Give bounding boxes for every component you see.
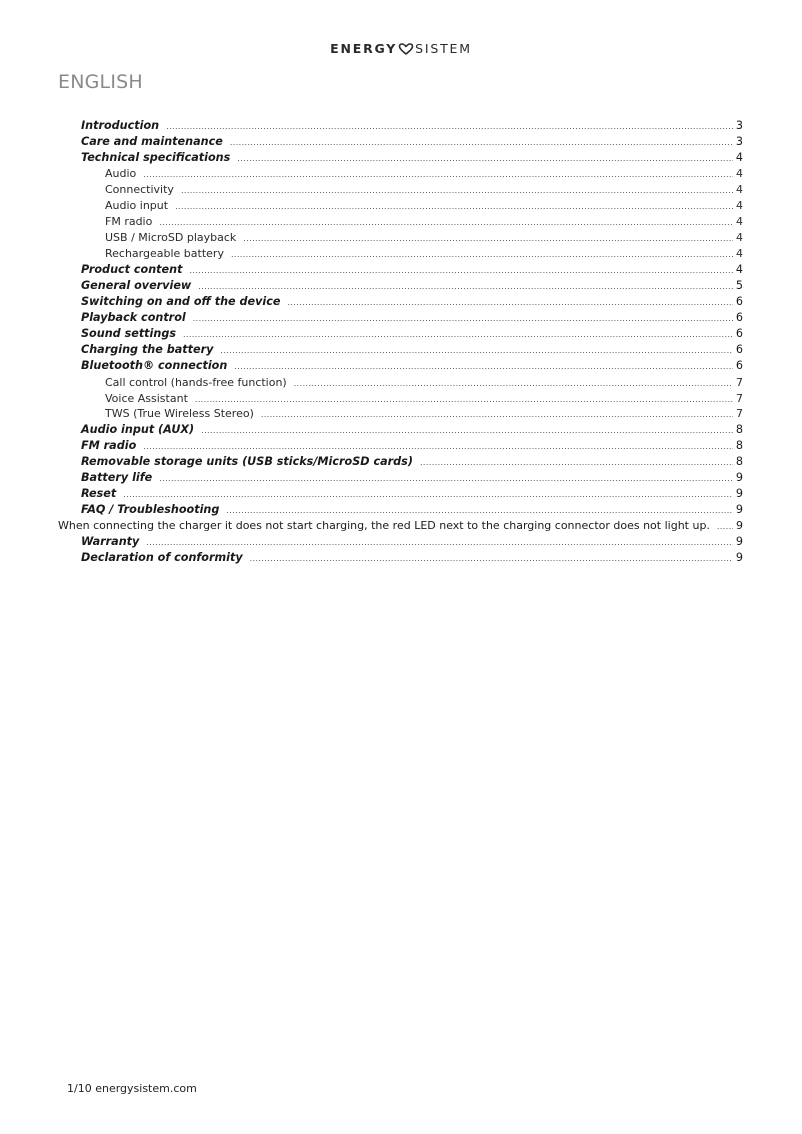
toc-dot-leader	[220, 344, 732, 358]
toc-entry-title: TWS (True Wireless Stereo)	[105, 407, 254, 420]
toc-entry[interactable]	[58, 519, 743, 534]
toc-entry[interactable]	[105, 376, 743, 391]
toc-entry[interactable]	[105, 407, 743, 422]
toc-dot-leader	[294, 377, 733, 391]
toc-dot-leader	[175, 200, 733, 214]
toc-entry[interactable]	[105, 199, 743, 214]
language-title: ENGLISH	[58, 71, 143, 93]
toc-entry-page: 8	[735, 455, 743, 468]
toc-entry[interactable]	[81, 535, 743, 550]
toc-entry[interactable]	[105, 183, 743, 198]
toc-entry[interactable]	[81, 503, 743, 518]
toc-dot-leader	[198, 280, 733, 294]
toc-dot-leader	[231, 248, 733, 262]
toc-entry[interactable]	[81, 455, 743, 470]
toc-dot-leader	[159, 216, 733, 230]
toc-entry-title: Product content	[81, 263, 183, 276]
toc-entry-page: 8	[735, 439, 743, 452]
toc-dot-leader	[193, 312, 733, 326]
toc-entry[interactable]	[81, 551, 743, 566]
toc-entry-title: FM radio	[81, 439, 137, 452]
toc-entry-page: 6	[735, 295, 743, 308]
toc-entry[interactable]	[105, 215, 743, 230]
toc-entry[interactable]	[105, 231, 743, 246]
toc-dot-leader	[189, 264, 732, 278]
toc-entry-page: 6	[735, 327, 743, 340]
toc-entry[interactable]	[81, 423, 743, 438]
toc-entry[interactable]	[81, 151, 743, 166]
toc-dot-leader	[201, 424, 733, 438]
toc-entry-title: Removable storage units (USB sticks/MicroSD cards)	[81, 455, 413, 468]
toc-entry[interactable]	[81, 295, 743, 310]
toc-entry-page: 7	[736, 376, 743, 389]
toc-dot-leader	[166, 120, 733, 134]
toc-entry-page: 7	[736, 407, 743, 420]
toc-dot-leader	[420, 456, 733, 470]
toc-dot-leader	[123, 488, 733, 502]
toc-entry-page: 9	[735, 503, 743, 516]
toc-dot-leader	[146, 536, 733, 550]
toc-entry-title: Audio	[105, 167, 137, 180]
toc-entry-page: 7	[736, 392, 743, 405]
toc-entry[interactable]	[81, 487, 743, 502]
toc-dot-leader	[226, 504, 732, 518]
toc-entry-title: Battery life	[81, 471, 153, 484]
toc-entry-title: Switching on and off the device	[81, 295, 281, 308]
toc-dot-leader	[237, 152, 733, 166]
toc-dot-leader	[243, 232, 733, 246]
toc-entry-page: 6	[735, 359, 743, 372]
logo-text-energy: ENERGY	[330, 41, 398, 56]
toc-entry-page: 4	[736, 231, 743, 244]
toc-entry-page: 5	[735, 279, 743, 292]
toc-dot-leader	[143, 440, 733, 454]
toc-entry-title: Audio input (AUX)	[81, 423, 195, 436]
toc-entry[interactable]	[81, 263, 743, 278]
toc-dot-leader	[230, 136, 733, 150]
toc-entry-title: General overview	[81, 279, 192, 292]
toc-entry-title: When connecting the charger it does not start charging, the red LED next to the charging connector does not light up.	[58, 519, 710, 532]
toc-dot-leader	[143, 168, 733, 182]
toc-dot-leader	[195, 393, 733, 407]
toc-entry-page: 4	[736, 247, 743, 260]
toc-dot-leader	[717, 520, 733, 534]
toc-entry-title: Charging the battery	[81, 343, 214, 356]
toc-entry-page: 4	[736, 183, 743, 196]
page-footer: 1/10 energysistem.com	[67, 1082, 197, 1095]
toc-entry-title: Playback control	[81, 311, 186, 324]
toc-entry[interactable]	[81, 327, 743, 342]
toc-entry-page: 4	[735, 263, 743, 276]
toc-dot-leader	[234, 360, 733, 374]
toc-entry-page: 6	[735, 311, 743, 324]
logo-text-sistem: SISTEM	[415, 41, 472, 56]
heart-check-icon	[398, 43, 414, 55]
toc-entry-page: 3	[735, 119, 743, 132]
toc-entry[interactable]	[81, 279, 743, 294]
toc-entry-title: Declaration of conformity	[81, 551, 243, 564]
toc-entry-page: 9	[736, 519, 743, 532]
toc-entry-title: Voice Assistant	[105, 392, 188, 405]
toc-entry[interactable]	[105, 167, 743, 182]
toc-entry[interactable]	[81, 359, 743, 374]
toc-entry[interactable]	[81, 439, 743, 454]
toc-entry-page: 4	[735, 151, 743, 164]
toc-entry-page: 9	[735, 487, 743, 500]
toc-entry[interactable]	[105, 247, 743, 262]
toc-dot-leader	[183, 328, 733, 342]
toc-entry-page: 9	[735, 471, 743, 484]
toc-entry[interactable]	[81, 119, 743, 134]
toc-dot-leader	[159, 472, 733, 486]
brand-logo	[0, 41, 802, 56]
toc-entry-title: Bluetooth® connection	[81, 359, 228, 372]
toc-entry[interactable]	[81, 311, 743, 326]
toc-entry-title: Reset	[81, 487, 117, 500]
toc-entry-title: Connectivity	[105, 183, 174, 196]
toc-entry-page: 8	[735, 423, 743, 436]
toc-entry-title: Sound settings	[81, 327, 176, 340]
toc-dot-leader	[287, 296, 732, 310]
toc-entry-title: FAQ / Troubleshooting	[81, 503, 220, 516]
toc-dot-leader	[181, 184, 733, 198]
toc-entry-title: Warranty	[81, 535, 140, 548]
toc-entry-title: Introduction	[81, 119, 160, 132]
toc-entry[interactable]	[105, 392, 743, 407]
toc-entry[interactable]	[81, 343, 743, 358]
toc-entry-title: Technical specifications	[81, 151, 231, 164]
toc-entry[interactable]	[81, 471, 743, 486]
toc-entry-title: FM radio	[105, 215, 153, 228]
toc-entry-page: 6	[735, 343, 743, 356]
toc-entry-title: Call control (hands-free function)	[105, 376, 287, 389]
toc-entry-title: Audio input	[105, 199, 169, 212]
toc-entry-title: Rechargeable battery	[105, 247, 224, 260]
toc-entry-page: 9	[735, 551, 743, 564]
toc-entry-page: 9	[735, 535, 743, 548]
toc-entry-page: 4	[736, 215, 743, 228]
toc-entry-title: Care and maintenance	[81, 135, 223, 148]
toc-entry-page: 4	[736, 167, 743, 180]
toc-entry-page: 4	[736, 199, 743, 212]
toc-entry[interactable]	[81, 135, 743, 150]
toc-entry-page: 3	[735, 135, 743, 148]
toc-dot-leader	[261, 408, 733, 422]
toc-entry-title: USB / MicroSD playback	[105, 231, 237, 244]
toc-dot-leader	[250, 552, 733, 566]
